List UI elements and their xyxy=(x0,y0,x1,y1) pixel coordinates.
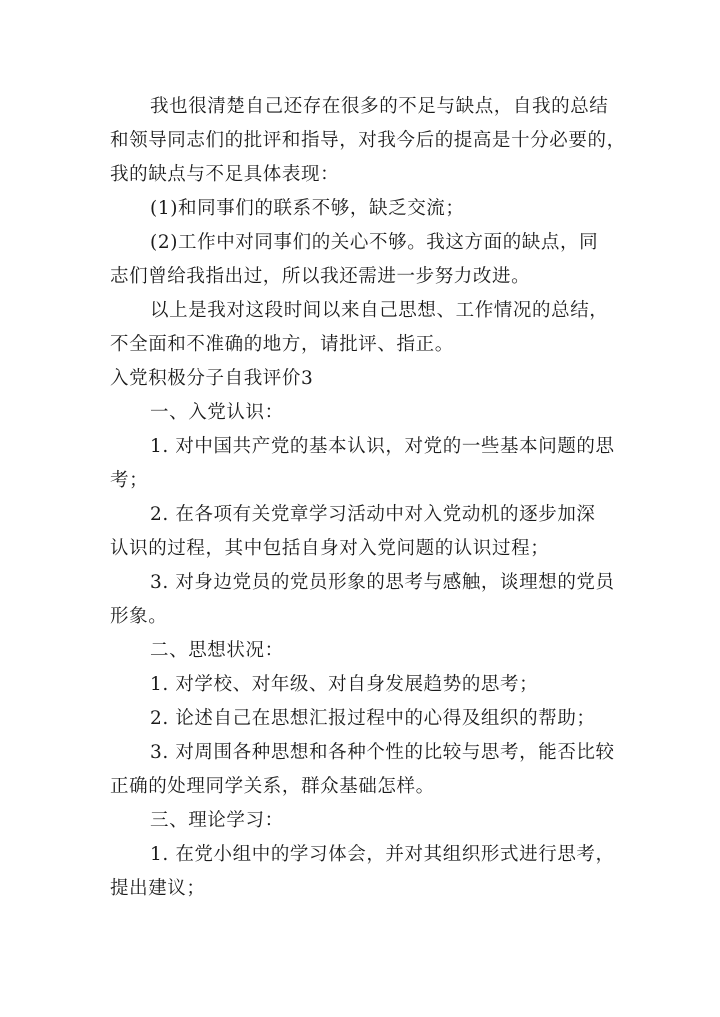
list-item: (2)工作中对同事们的关心不够。我这方面的缺点，同 xyxy=(150,232,599,253)
section-heading: 三、理论学习： xyxy=(150,810,284,831)
list-item: 3. 对身边党员的党员形象的思考与感触，谈理想的党员 xyxy=(150,572,615,593)
list-item: (1)和同事们的联系不够，缺乏交流； xyxy=(150,198,465,219)
paragraph-line: 志们曾给我指出过，所以我还需进一步努力改进。 xyxy=(110,266,531,287)
list-item: 1. 对中国共产党的基本认识，对党的一些基本问题的思 xyxy=(150,436,615,457)
list-item: 2. 在各项有关党章学习活动中对入党动机的逐步加深 xyxy=(150,504,596,525)
paragraph-line: 正确的处理同学关系，群众基础怎样。 xyxy=(110,776,435,797)
paragraph-line: 考； xyxy=(110,470,149,491)
paragraph-line: 不全面和不准确的地方，请批评、指正。 xyxy=(110,334,454,355)
section-heading: 一、入党认识： xyxy=(150,402,284,423)
list-item: 2. 论述自己在思想汇报过程中的心得及组织的帮助； xyxy=(150,708,596,729)
paragraph-line: 形象。 xyxy=(110,606,168,627)
paragraph-line: 认识的过程，其中包括自身对入党问题的认识过程； xyxy=(110,538,550,559)
list-item: 3. 对周围各种思想和各种个性的比较与思考，能否比较 xyxy=(150,742,615,763)
paragraph-line: 提出建议； xyxy=(110,878,206,899)
paragraph-line: 以上是我对这段时间以来自己思想、工作情况的总结， xyxy=(150,300,609,321)
paragraph-line: 我的缺点与不足具体表现： xyxy=(110,164,340,185)
section-title: 入党积极分子自我评价3 xyxy=(110,368,314,389)
paragraph-line: 和领导同志们的批评和指导，对我今后的提高是十分必要的， xyxy=(110,130,626,151)
section-heading: 二、思想状况： xyxy=(150,640,284,661)
list-item: 1. 对学校、对年级、对自身发展趋势的思考； xyxy=(150,674,539,695)
list-item: 1. 在党小组中的学习体会，并对其组织形式进行思考， xyxy=(150,844,615,865)
paragraph-line: 我也很清楚自己还存在很多的不足与缺点，自我的总结 xyxy=(150,96,609,117)
